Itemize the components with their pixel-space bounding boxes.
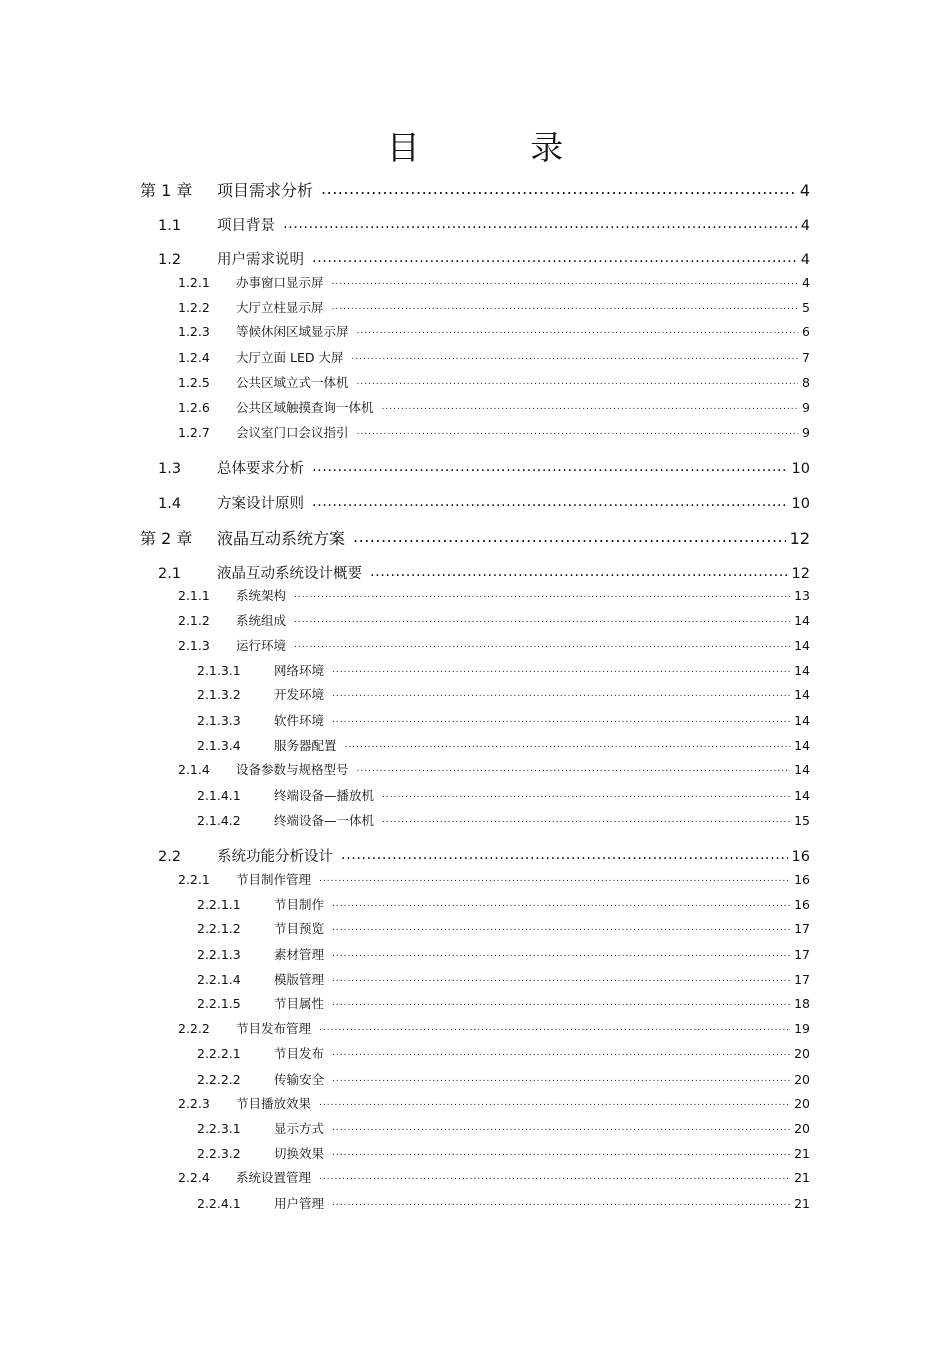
dot-leader: [341, 847, 788, 862]
dot-leader: [357, 425, 799, 438]
toc-entry-page: 4: [799, 181, 810, 200]
toc-entry[interactable]: [197, 786, 810, 804]
toc-entry-title: 终端设备—播放机: [274, 788, 375, 803]
toc-entry-number: 2.2.4: [178, 1170, 210, 1185]
dot-leader: [357, 324, 799, 337]
toc-entry[interactable]: [158, 248, 810, 269]
toc-entry-page: 8: [802, 375, 810, 390]
toc-entry-title: 节目播放效果: [236, 1096, 312, 1111]
toc-entry-title: 公共区域触摸查询一体机: [236, 400, 374, 415]
toc-entry-page: 10: [791, 496, 810, 512]
toc-entry[interactable]: [178, 1094, 810, 1112]
toc-entry-title: 会议室门口会议指引: [236, 425, 349, 440]
toc-entry-page: 20: [794, 1072, 810, 1087]
toc-entry[interactable]: [197, 1044, 810, 1062]
toc-entry-number: 2.1: [158, 566, 182, 582]
toc-entry-page: 14: [794, 663, 810, 678]
dot-leader: [353, 528, 786, 544]
toc-entry-page: 6: [802, 324, 810, 339]
toc-entry-title: 项目需求分析: [217, 181, 314, 200]
toc-entry[interactable]: [178, 760, 810, 778]
toc-entry-title: 终端设备—一体机: [274, 813, 375, 828]
toc-entry-number: 2.2.2: [178, 1021, 210, 1036]
toc-entry-page: 21: [794, 1170, 810, 1185]
toc-entry-number: 2.2.3.2: [197, 1146, 241, 1161]
dot-leader: [332, 1196, 790, 1209]
toc-entry-number: 2.2.4.1: [197, 1196, 241, 1211]
toc-entry-page: 14: [794, 613, 810, 628]
toc-entry-number: 1.2.7: [178, 425, 210, 440]
dot-leader: [312, 250, 797, 265]
toc-entry-title: 节目属性: [274, 996, 325, 1011]
toc-entry-page: 4: [802, 275, 810, 290]
toc-entry[interactable]: [197, 1070, 810, 1088]
toc-entry-number: 2.2.3: [178, 1096, 210, 1111]
toc-entry[interactable]: [197, 1144, 810, 1162]
toc-entry-number: 1.2.1: [178, 275, 210, 290]
toc-entry-number: 2.1.4.1: [197, 788, 241, 803]
toc-entry-title: 模版管理: [274, 972, 325, 987]
toc-entry-page: 21: [794, 1146, 810, 1161]
toc-entry[interactable]: [178, 636, 810, 654]
dot-leader: [332, 1072, 790, 1085]
toc-entry[interactable]: [197, 919, 810, 937]
toc-entry[interactable]: [197, 1194, 810, 1212]
toc-entry[interactable]: [178, 398, 810, 416]
toc-entry-number: 1.2.5: [178, 375, 210, 390]
toc-entry-page: 12: [791, 566, 810, 582]
toc-entry-title: 切换效果: [274, 1146, 325, 1161]
toc-entry[interactable]: [178, 423, 810, 441]
toc-entry-number: 2.1.2: [178, 613, 210, 628]
dot-leader: [345, 738, 791, 751]
toc-entry[interactable]: [178, 373, 810, 391]
toc-entry-title: 用户管理: [274, 1196, 325, 1211]
toc-entry-page: 15: [794, 813, 810, 828]
toc-entry-title: 液晶互动系统方案: [217, 529, 346, 548]
toc-entry-page: 14: [794, 687, 810, 702]
toc-entry-number: 1.3: [158, 461, 182, 477]
toc-entry-number: 2.1.3.3: [197, 713, 241, 728]
dot-leader: [370, 564, 788, 579]
dot-leader: [332, 687, 790, 700]
toc-entry[interactable]: [140, 178, 810, 201]
toc-entry-number: 2.1.1: [178, 588, 210, 603]
toc-entry-number: 1.2.2: [178, 300, 210, 315]
toc-entry-page: 14: [794, 788, 810, 803]
toc-entry-page: 19: [794, 1021, 810, 1036]
toc-entry-title: 传输安全: [274, 1072, 325, 1087]
dot-leader: [319, 1096, 790, 1109]
toc-entry-title: 软件环境: [274, 713, 325, 728]
toc-entry-title: 节目发布管理: [236, 1021, 312, 1036]
toc-entry-title: 系统功能分析设计: [217, 849, 333, 865]
toc-entry-title: 节目预览: [274, 921, 325, 936]
toc-entry-title: 系统组成: [236, 613, 287, 628]
dot-leader: [332, 300, 799, 313]
dot-leader: [332, 275, 799, 288]
toc-entry[interactable]: [197, 970, 810, 988]
dot-leader: [312, 459, 788, 474]
toc-entry-number: 2.2.1: [178, 872, 210, 887]
toc-entry-title: 服务器配置: [274, 738, 337, 753]
toc-entry-page: 17: [794, 972, 810, 987]
toc-entry-number: 2.1.3: [178, 638, 210, 653]
toc-entry-number: 2.2.1.3: [197, 947, 241, 962]
toc-entry-title: 网络环境: [274, 663, 325, 678]
toc-entry-page: 7: [802, 350, 810, 365]
toc-entry[interactable]: [197, 945, 810, 963]
toc-entry-page: 10: [791, 461, 810, 477]
dot-leader: [357, 762, 791, 775]
toc-entry-title: 公共区域立式一体机: [236, 375, 349, 390]
toc-entry-title: 项目背景: [217, 218, 275, 234]
toc-entry-page: 17: [794, 947, 810, 962]
toc-entry-page: 13: [794, 588, 810, 603]
toc-entry-number: 2.1.3.1: [197, 663, 241, 678]
toc-entry-number: 1.2.6: [178, 400, 210, 415]
toc-entry-title: 运行环境: [236, 638, 287, 653]
toc-entry-title: 系统架构: [236, 588, 287, 603]
dot-leader: [382, 400, 799, 413]
toc-entry[interactable]: [178, 1019, 810, 1037]
toc-entry-title: 设备参数与规格型号: [236, 762, 349, 777]
toc-entry-title: 方案设计原则: [217, 496, 304, 512]
toc-entry-number: 2.1.4.2: [197, 813, 241, 828]
toc-entry[interactable]: [178, 611, 810, 629]
toc-entry-number: 第 1 章: [140, 181, 193, 200]
toc-entry[interactable]: [140, 526, 810, 549]
toc-entry-page: 16: [794, 872, 810, 887]
dot-leader: [319, 1021, 790, 1034]
toc-entry[interactable]: [158, 457, 810, 478]
toc-entry[interactable]: [178, 870, 810, 888]
dot-leader: [332, 996, 790, 1009]
toc-entry-page: 14: [794, 762, 810, 777]
toc-entry-number: 2.1.3.4: [197, 738, 241, 753]
toc-entry[interactable]: [197, 736, 810, 754]
dot-leader: [321, 180, 796, 196]
toc-entry-title: 总体要求分析: [217, 461, 304, 477]
dot-leader: [332, 1121, 790, 1134]
toc-entry-number: 1.2.3: [178, 324, 210, 339]
toc-entry[interactable]: [158, 492, 810, 513]
toc-entry-number: 1.1: [158, 218, 182, 234]
toc-entry[interactable]: [178, 322, 810, 340]
toc-entry[interactable]: [158, 562, 810, 583]
toc-entry-number: 1.4: [158, 496, 182, 512]
toc-entry-title: 显示方式: [274, 1121, 325, 1136]
dot-leader: [332, 1146, 790, 1159]
toc-entry-page: 9: [802, 425, 810, 440]
dot-leader: [332, 1046, 790, 1059]
toc-entry-page: 14: [794, 713, 810, 728]
toc-entry-page: 14: [794, 638, 810, 653]
dot-leader: [357, 375, 799, 388]
toc-entry-number: 2.2.1.4: [197, 972, 241, 987]
toc-entry[interactable]: [158, 214, 810, 235]
dot-leader: [312, 494, 788, 509]
toc-entry[interactable]: [178, 348, 810, 366]
toc-entry[interactable]: [197, 1119, 810, 1137]
toc-entry-number: 2.2.3.1: [197, 1121, 241, 1136]
toc-entry-page: 21: [794, 1196, 810, 1211]
dot-leader: [382, 813, 790, 826]
toc-entry-number: 2.2.2.2: [197, 1072, 241, 1087]
toc-entry-number: 2.2.1.1: [197, 897, 241, 912]
toc-entry-title: 液晶互动系统设计概要: [217, 566, 362, 582]
toc-entry-title: 大厅立柱显示屏: [236, 300, 324, 315]
toc-entry[interactable]: [197, 811, 810, 829]
toc-entry-number: 2.2.1.2: [197, 921, 241, 936]
toc-entry[interactable]: [178, 586, 810, 604]
toc-entry-title: 系统设置管理: [236, 1170, 312, 1185]
toc-entry-page: 20: [794, 1096, 810, 1111]
toc-entry-number: 1.2: [158, 252, 182, 268]
toc-entry[interactable]: [197, 685, 810, 703]
dot-leader: [294, 588, 790, 601]
dot-leader: [332, 947, 790, 960]
toc-entry[interactable]: [158, 845, 810, 866]
toc-entry-number: 1.2.4: [178, 350, 210, 365]
toc-entry-page: 14: [794, 738, 810, 753]
toc-entry-title: 开发环境: [274, 687, 325, 702]
toc-entry[interactable]: [178, 1168, 810, 1186]
toc-entry-page: 20: [794, 1121, 810, 1136]
toc-entry-page: 16: [794, 897, 810, 912]
toc-entry-number: 第 2 章: [140, 529, 193, 548]
toc-entry-title: 办事窗口显示屏: [236, 275, 324, 290]
toc-entry[interactable]: [178, 273, 810, 291]
toc-entry-number: 2.2: [158, 849, 182, 865]
toc-entry[interactable]: [197, 994, 810, 1012]
dot-leader: [332, 663, 790, 676]
toc-entry-page: 12: [789, 529, 810, 548]
toc-entry-title: 大厅立面 LED 大屏: [236, 350, 344, 365]
dot-leader: [332, 897, 790, 910]
toc-entry-page: 18: [794, 996, 810, 1011]
dot-leader: [319, 872, 790, 885]
dot-leader: [283, 216, 797, 231]
dot-leader: [294, 638, 790, 651]
toc-entry-number: 2.1.4: [178, 762, 210, 777]
toc-entry[interactable]: [178, 298, 810, 316]
toc-entry-page: 4: [800, 218, 810, 234]
toc-entry[interactable]: [197, 661, 810, 679]
dot-leader: [332, 713, 790, 726]
dot-leader: [332, 921, 790, 934]
toc-entry-page: 20: [794, 1046, 810, 1061]
toc-entry-number: 2.2.1.5: [197, 996, 241, 1011]
toc-entry-title: 用户需求说明: [217, 252, 304, 268]
dot-leader: [332, 972, 790, 985]
dot-leader: [294, 613, 790, 626]
toc-entry-page: 4: [800, 252, 810, 268]
dot-leader: [319, 1170, 790, 1183]
toc-entry-title: 素材管理: [274, 947, 325, 962]
toc-entry-page: 5: [802, 300, 810, 315]
dot-leader: [351, 350, 798, 363]
toc-entry-title: 节目制作: [274, 897, 325, 912]
toc-entry-number: 2.1.3.2: [197, 687, 241, 702]
toc-entry-title: 等候休闲区域显示屏: [236, 324, 349, 339]
toc-entry-page: 17: [794, 921, 810, 936]
toc-entry-title: 节目制作管理: [236, 872, 312, 887]
toc-entry[interactable]: [197, 895, 810, 913]
toc-title: 目 录: [386, 128, 614, 167]
toc-entry-title: 节目发布: [274, 1046, 325, 1061]
toc-entry-page: 9: [802, 400, 810, 415]
toc-entry-page: 16: [791, 849, 810, 865]
dot-leader: [382, 788, 790, 801]
toc-entry-number: 2.2.2.1: [197, 1046, 241, 1061]
toc-entry[interactable]: [197, 711, 810, 729]
